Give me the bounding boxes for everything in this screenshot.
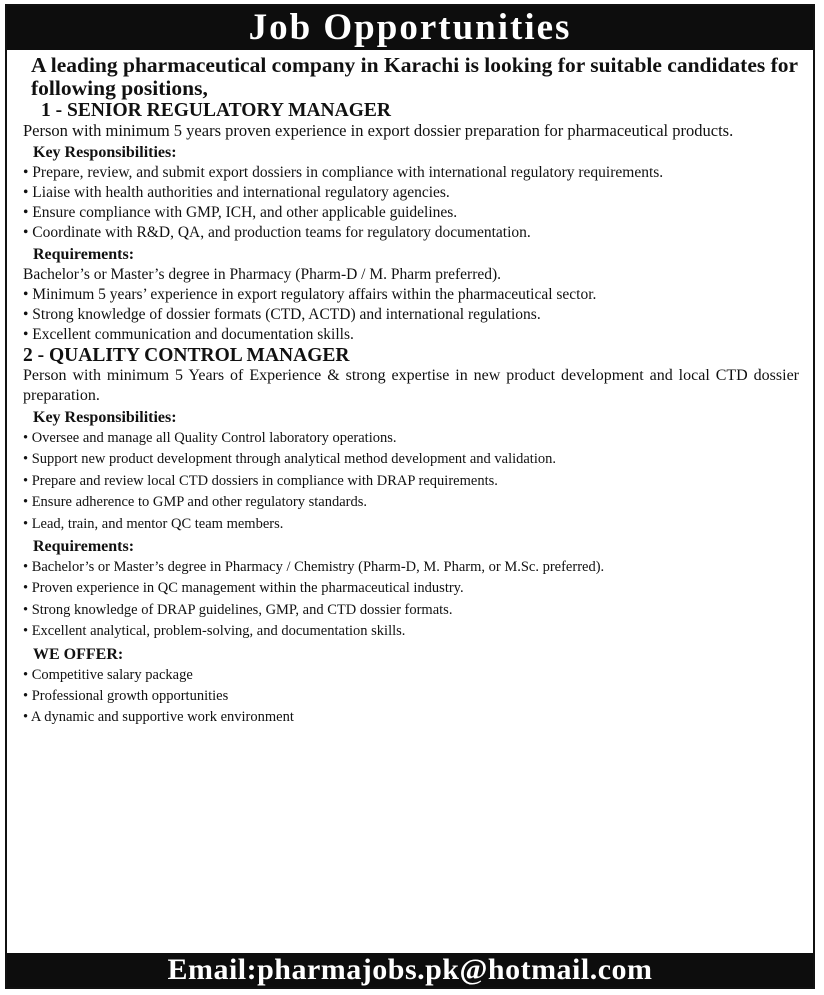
list-item: • Excellent communication and documentation skills. bbox=[23, 326, 354, 343]
position-1-title: 1 - SENIOR REGULATORY MANAGER bbox=[41, 100, 391, 121]
list-item: • Proven experience in QC management within the pharmaceutical industry. bbox=[23, 580, 464, 597]
list-item: • Coordinate with R&D, QA, and production teams for regulatory documentation. bbox=[23, 224, 531, 241]
list-item: • Prepare, review, and submit export dossiers in compliance with international regulatory requirements. bbox=[23, 164, 664, 181]
job-advertisement bbox=[5, 4, 815, 989]
list-item: • Bachelor’s or Master’s degree in Pharmacy / Chemistry (Pharm-D, M. Pharm, or M.Sc. preferred). bbox=[23, 559, 605, 576]
list-item: • Lead, train, and mentor QC team members. bbox=[23, 515, 284, 532]
position-2-requirements-heading: Requirements: bbox=[33, 538, 135, 556]
position-1-responsibilities-heading: Key Responsibilities: bbox=[33, 144, 177, 161]
list-item: • Prepare and review local CTD dossiers in compliance with DRAP requirements. bbox=[23, 472, 498, 489]
position-2-description: Person with minimum 5 Years of Experience & strong expertise in new product development and local CTD dossier preparation. bbox=[23, 367, 799, 404]
list-item: • Ensure compliance with GMP, ICH, and other applicable guidelines. bbox=[23, 204, 458, 221]
list-item: • Professional growth opportunities bbox=[23, 688, 229, 705]
list-item: Bachelor’s or Master’s degree in Pharmacy (Pharm-D / M. Pharm preferred). bbox=[23, 266, 502, 283]
position-2-title: 2 - QUALITY CONTROL MANAGER bbox=[23, 345, 350, 366]
list-item: • Competitive salary package bbox=[23, 666, 193, 683]
list-item: • Ensure adherence to GMP and other regulatory standards. bbox=[23, 494, 367, 511]
list-item: • Excellent analytical, problem-solving, and documentation skills. bbox=[23, 623, 406, 640]
list-item: • Strong knowledge of DRAP guidelines, GMP, and CTD dossier formats. bbox=[23, 601, 453, 618]
offer-heading: WE OFFER: bbox=[33, 645, 124, 663]
ad-title: Job Opportunities bbox=[7, 6, 813, 50]
contact-email: Email:pharmajobs.pk@hotmail.com bbox=[7, 953, 813, 987]
list-item: • Minimum 5 years’ experience in export regulatory affairs within the pharmaceutical sector. bbox=[23, 286, 597, 303]
ad-content bbox=[7, 50, 813, 729]
position-1-description: Person with minimum 5 years proven experience in export dossier preparation for pharmaceutical products. bbox=[23, 121, 734, 140]
list-item: • Oversee and manage all Quality Control laboratory operations. bbox=[23, 430, 397, 446]
intro-text: A leading pharmaceutical company in Karachi is looking for suitable candidates for following positions, bbox=[31, 53, 798, 100]
list-item: • Support new product development through analytical method development and validation. bbox=[23, 451, 556, 468]
position-2-responsibilities-heading: Key Responsibilities: bbox=[33, 409, 177, 426]
position-1-requirements-heading: Requirements: bbox=[33, 246, 135, 263]
list-item: • Liaise with health authorities and international regulatory agencies. bbox=[23, 184, 450, 201]
list-item: • Strong knowledge of dossier formats (CTD, ACTD) and international regulations. bbox=[23, 306, 541, 323]
list-item: • A dynamic and supportive work environment bbox=[23, 709, 294, 726]
